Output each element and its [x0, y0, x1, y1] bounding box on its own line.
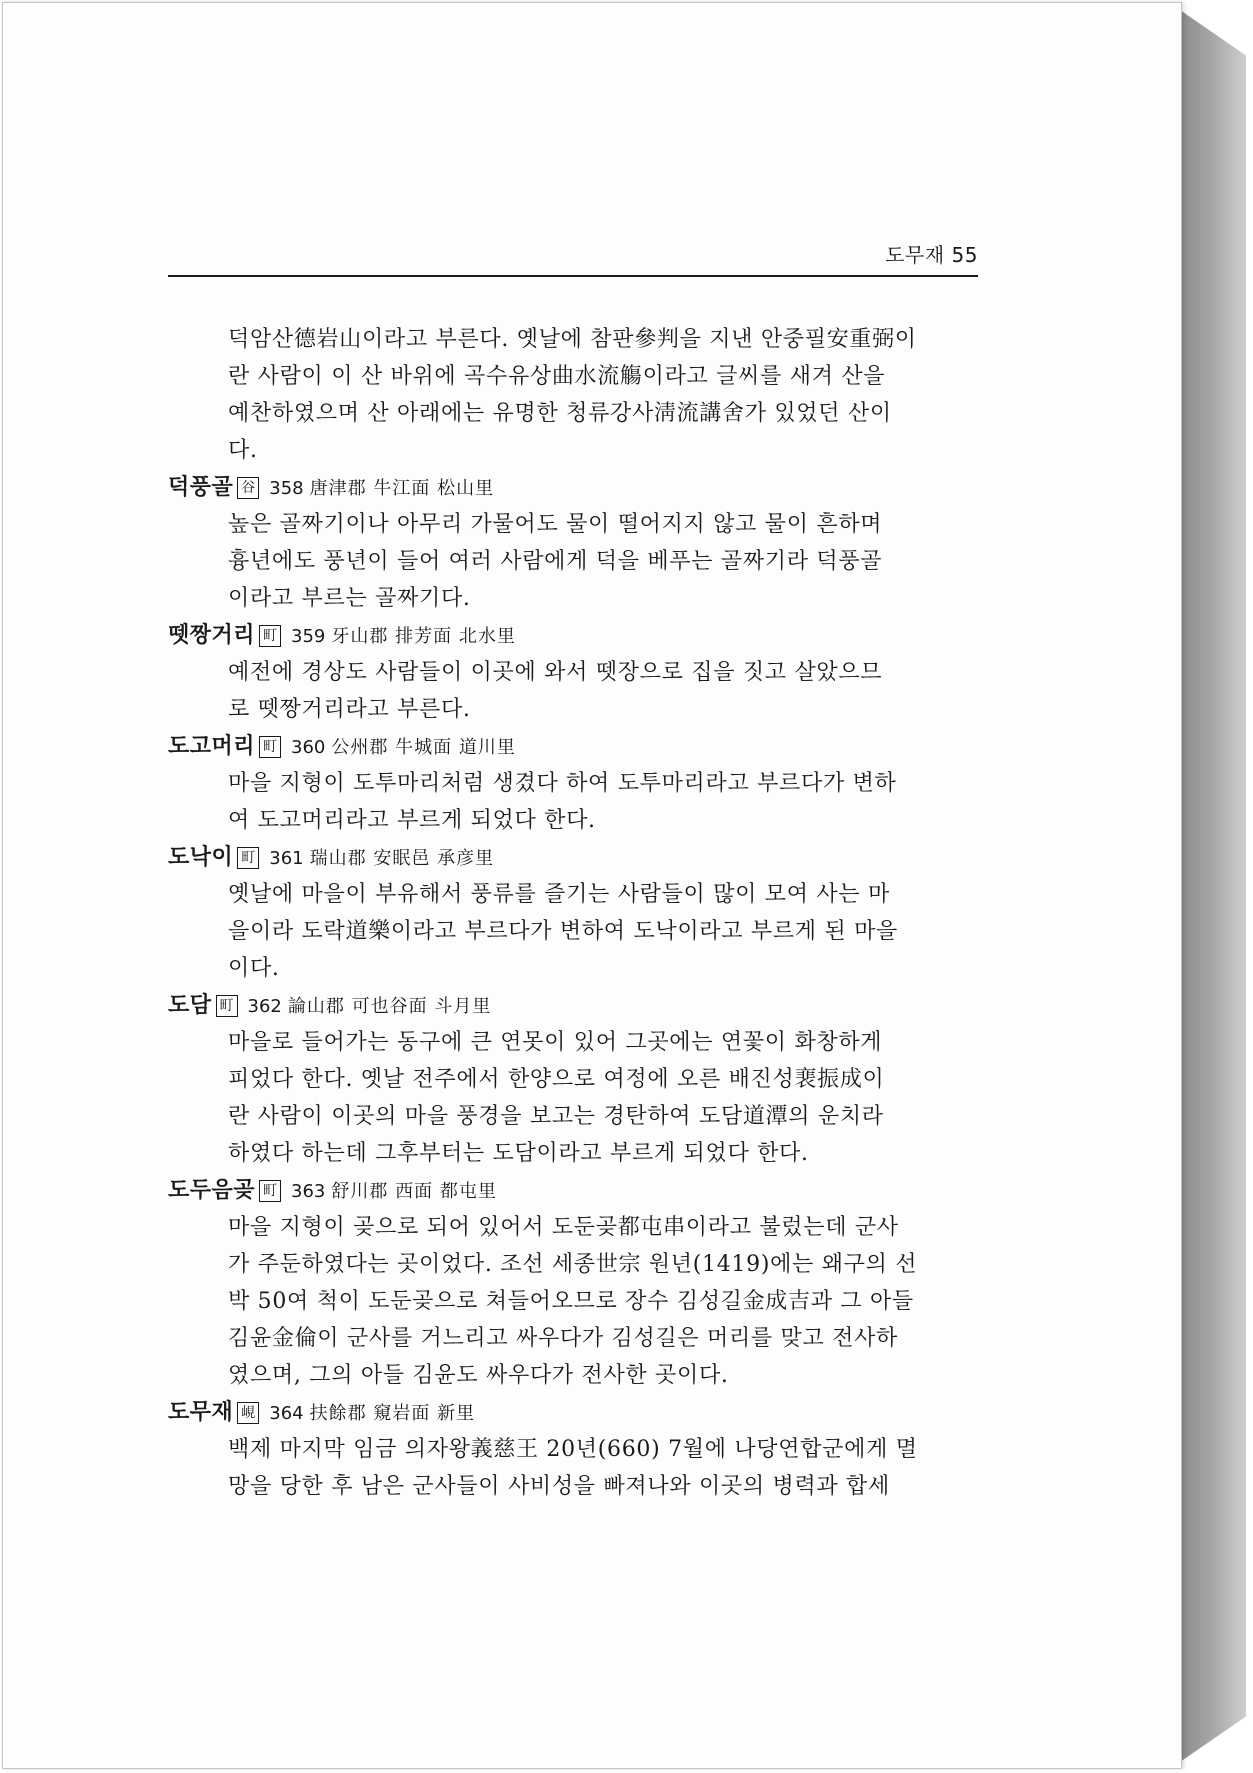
- entry-header: [168, 728, 978, 765]
- entry-type-badge: 町: [259, 1180, 281, 1202]
- entry-text-line: 이다.: [228, 956, 280, 981]
- entry-text-line: 옛날에 마을이 부유해서 풍류를 즐기는 사람들이 많이 모여 사는 마: [228, 882, 890, 907]
- entry-text-line: 이라고 부르는 골짜기다.: [228, 586, 471, 611]
- entry-location: 唐津郡 牛江面 松山里: [309, 478, 495, 499]
- entry-headword: 도낙이: [168, 844, 234, 870]
- entry-text-line: 예전에 경상도 사람들이 이곳에 와서 뗏장으로 집을 짓고 살았으므: [228, 660, 883, 685]
- entry-location: 論山郡 可也谷面 斗月里: [287, 996, 492, 1017]
- running-header: [168, 231, 978, 277]
- entry-header: [168, 839, 978, 876]
- entry-header: [168, 1172, 978, 1209]
- entry-text-line: 마을 지형이 곶으로 되어 있어서 도둔곶都屯串이라고 불렀는데 군사: [228, 1215, 899, 1240]
- book-page: [2, 2, 1182, 1769]
- entry-location: 牙山郡 排芳面 北水里: [331, 626, 516, 647]
- entry-header: [168, 469, 978, 506]
- entry-text-line: 였으며, 그의 아들 김윤도 싸우다가 전사한 곳이다.: [228, 1363, 729, 1388]
- entry-headword: 도고머리: [168, 733, 256, 759]
- entry-type-badge: 町: [216, 995, 238, 1017]
- entry-type-badge: 町: [259, 625, 281, 647]
- intro-line: 예찬하였으며 산 아래에는 유명한 청류강사淸流講舍가 있었던 산이: [228, 401, 892, 426]
- entry-text-line: 피었다 한다. 옛날 전주에서 한양으로 여정에 오른 배진성裵振成이: [228, 1067, 885, 1092]
- entry-location: 瑞山郡 安眠邑 承彦里: [309, 848, 495, 869]
- entry-type-badge: 町: [259, 736, 281, 758]
- entry-headword: 덕풍골: [168, 474, 234, 500]
- entry-text-line: 란 사람이 이곳의 마을 풍경을 보고는 경탄하여 도담道潭의 운치라: [228, 1104, 884, 1129]
- entry-header: [168, 617, 978, 654]
- entry-headword: 도담: [168, 992, 212, 1018]
- entry-number: 358: [269, 478, 304, 499]
- entry-headword: 도두음곶: [168, 1177, 256, 1203]
- entry-text-line: 김윤金倫이 군사를 거느리고 싸우다가 김성길은 머리를 맞고 전사하: [228, 1326, 899, 1351]
- entry-text-line: 을이라 도락道樂이라고 부르다가 변하여 도낙이라고 부르게 된 마을: [228, 919, 899, 944]
- entry-type-badge: 谷: [237, 477, 259, 499]
- page-stack-edge: [1180, 10, 1246, 1762]
- entry-text-line: 백제 마지막 임금 의자왕義慈王 20년(660) 7월에 나당연합군에게 멸: [228, 1437, 918, 1462]
- entry-text-line: 로 뗏짱거리라고 부른다.: [228, 697, 471, 722]
- entry-location: 舒川郡 西面 都屯里: [331, 1181, 497, 1202]
- entry-number: 364: [269, 1403, 304, 1424]
- intro-line: 다.: [228, 438, 258, 463]
- entry-number: 362: [247, 996, 282, 1017]
- entry-number: 360: [291, 737, 326, 758]
- entry-type-badge: 町: [237, 847, 259, 869]
- entry-text-line: 마을로 들어가는 동구에 큰 연못이 있어 그곳에는 연꽃이 화창하게: [228, 1030, 883, 1055]
- intro-line: 란 사람이 이 산 바위에 곡수유상曲水流觴이라고 글씨를 새겨 산을: [228, 364, 886, 389]
- entry-location: 扶餘郡 窺岩面 新里: [309, 1403, 476, 1424]
- entry-headword: 도무재: [168, 1399, 234, 1425]
- entry-header: [168, 987, 978, 1024]
- entry-location: 公州郡 牛城面 道川里: [331, 737, 516, 758]
- entry-text-line: 가 주둔하였다는 곳이었다. 조선 세종世宗 원년(1419)에는 왜구의 선: [228, 1252, 918, 1277]
- entry-text-line: 박 50여 척이 도둔곶으로 쳐들어오므로 장수 김성길金成吉과 그 아들: [228, 1289, 914, 1314]
- page-stack-side: [1180, 10, 1246, 1762]
- entry-text-line: 흉년에도 풍년이 들어 여러 사람에게 덕을 베푸는 골짜기라 덕풍골: [228, 549, 883, 574]
- entry-text-line: 여 도고머리라고 부르게 되었다 한다.: [228, 808, 596, 833]
- entry-text-line: 하였다 하는데 그후부터는 도담이라고 부르게 되었다 한다.: [228, 1141, 809, 1166]
- entry-number: 361: [269, 848, 304, 869]
- running-title: 도무재 55: [885, 243, 978, 267]
- entry-text-line: 망을 당한 후 남은 군사들이 사비성을 빠져나와 이곳의 병력과 합세: [228, 1474, 890, 1499]
- intro-line: 덕암산德岩山이라고 부른다. 옛날에 참판參判을 지낸 안중필安重弼이: [228, 327, 917, 352]
- entry-number: 363: [291, 1181, 326, 1202]
- entry-number: 359: [291, 626, 326, 647]
- page-body: [168, 321, 978, 1505]
- entry-headword: 뗏짱거리: [168, 622, 256, 648]
- entry-text-line: 높은 골짜기이나 아무리 가물어도 물이 떨어지지 않고 물이 흔하며: [228, 512, 883, 537]
- entry-text-line: 마을 지형이 도투마리처럼 생겼다 하여 도투마리라고 부르다가 변하: [228, 771, 897, 796]
- entry-header: [168, 1394, 978, 1431]
- entry-type-badge: 峴: [237, 1402, 259, 1424]
